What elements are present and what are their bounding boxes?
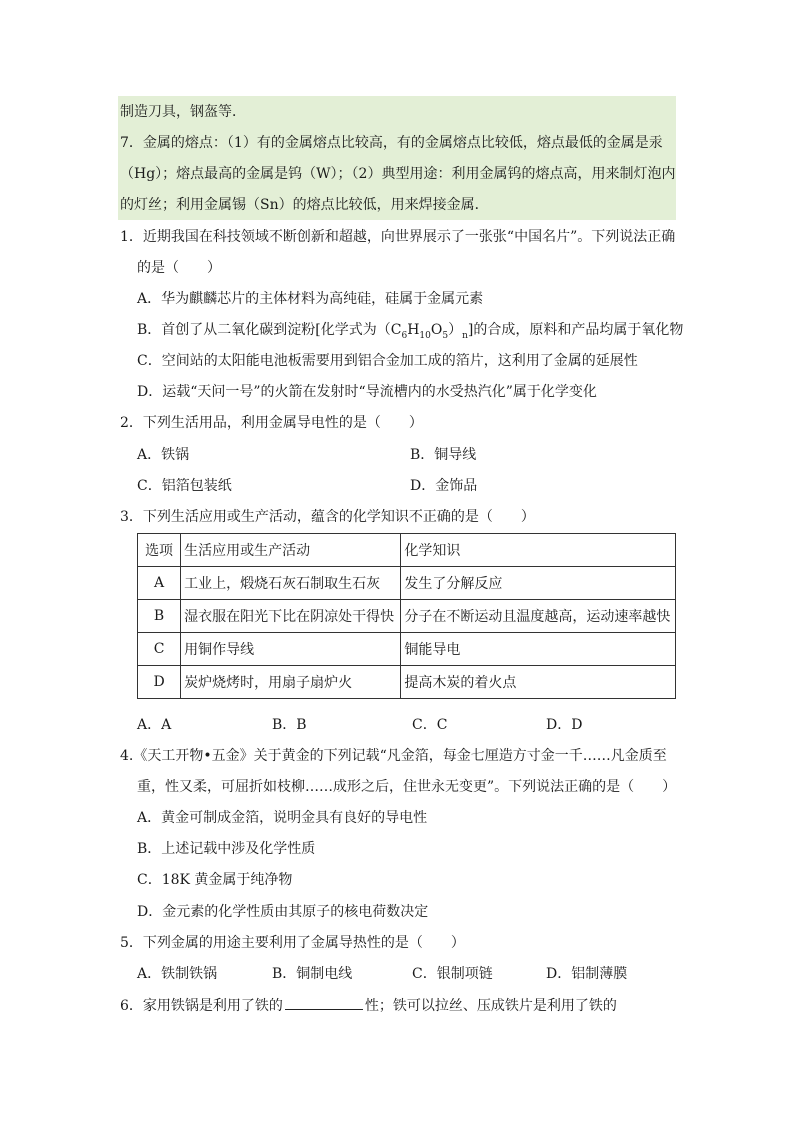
q1-stem-line1: 1．近期我国在科技领域不断创新和超越，向世界展示了一张张“中国名片”。下列说法正确 [120, 229, 676, 245]
q5-option-c: C．银制项链 [412, 966, 493, 982]
table-cell: 工业上，煅烧石灰石制取生石灰 [181, 567, 401, 600]
q1-option-c: C．空间站的太阳能电池板需要用到铝合金加工成的箔片，这利用了金属的延展性 [137, 353, 638, 369]
table-row [138, 666, 676, 699]
q5-option-b: B．铜制电线 [272, 966, 353, 982]
table-row [138, 633, 676, 666]
q2-option-d: D．金饰品 [410, 478, 478, 494]
q5-option-a: A．铁制铁锅 [137, 966, 218, 982]
q5-options-row [137, 964, 677, 984]
q1-option-d: D．运载“天问一号”的火箭在发射时“导流槽内的水受热汽化”属于化学变化 [137, 384, 597, 400]
table-cell: 发生了分解反应 [401, 567, 676, 600]
table-cell: C [138, 633, 181, 666]
q3-table [137, 533, 676, 699]
q4-option-a: A．黄金可制成金箔，说明金具有良好的导电性 [137, 810, 428, 826]
table-header-row [138, 534, 676, 567]
table-cell: 提高木炭的着火点 [401, 666, 676, 699]
q4-option-b: B．上述记载中涉及化学性质 [137, 841, 316, 857]
q4-stem-line1: 4.《天工开物•五金》关于黄金的下列记载“凡金箔，每金七厘造方寸金一千……凡金质至 [120, 748, 667, 764]
q1-stem-line2: 的是（ ） [137, 260, 221, 276]
notes-line-2: 7．金属的熔点：（1）有的金属熔点比较高，有的金属熔点比较低，熔点最低的金属是汞 [120, 135, 663, 151]
q2-option-b: B．铜导线 [410, 447, 477, 463]
notes-line-3: （Hg）；熔点最高的金属是钨（W）；（2）典型用途：利用金属钨的熔点高，用来制灯泡内 [120, 166, 676, 182]
q2-options-row2 [137, 476, 677, 496]
q3-option-a: A．A [137, 717, 172, 733]
table-header-cell: 生活应用或生产活动 [181, 534, 401, 567]
table-cell: 用铜作导线 [181, 633, 401, 666]
q5-stem: 5．下列金属的用途主要利用了金属导热性的是（ ） [120, 935, 465, 951]
table-cell: D [138, 666, 181, 699]
q2-option-a: A．铁锅 [137, 447, 190, 463]
table-header-cell: 化学知识 [401, 534, 676, 567]
q1-option-b: B．首创了从二氧化碳到淀粉[化学式为$(C_6H_{10}O_5)_n$]的合成，原料和产品均属于氧化物 [137, 322, 684, 341]
table-cell: A [138, 567, 181, 600]
notes-line-1: 制造刀具，钢盔等． [120, 104, 246, 120]
table-cell: 炭炉烧烤时，用扇子扇炉火 [181, 666, 401, 699]
q3-options-row [137, 715, 677, 735]
table-row [138, 567, 676, 600]
q1-option-a: A．华为麒麟芯片的主体材料为高纯硅，硅属于金属元素 [137, 291, 484, 307]
q5-option-d: D．铝制薄膜 [546, 966, 628, 982]
notes-line-4: 的灯丝；利用金属锡（Sn）的熔点比较低，用来焊接金属． [120, 197, 489, 213]
table-cell: 铜能导电 [401, 633, 676, 666]
q4-stem-line2: 重，性又柔，可屈折如枝柳……成形之后，住世永无变更”。下列说法正确的是（ ） [137, 779, 677, 795]
table-cell: 湿衣服在阳光下比在阴凉处干得快 [181, 600, 401, 633]
table-header-cell: 选项 [138, 534, 181, 567]
table-cell: 分子在不断运动且温度越高，运动速率越快 [401, 600, 676, 633]
table-row [138, 600, 676, 633]
q2-stem: 2．下列生活用品，利用金属导电性的是（ ） [120, 415, 423, 431]
q4-option-d: D．金元素的化学性质由其原子的核电荷数决定 [137, 904, 429, 920]
table-cell: B [138, 600, 181, 633]
q3-option-d: D．D [546, 717, 583, 733]
q2-options-row1 [137, 445, 677, 465]
q3-option-b: B．B [272, 717, 307, 733]
q6-stem: 6．家用铁锅是利用了铁的 性；铁可以拉丝、压成铁片是利用了铁的 [120, 995, 617, 1016]
q3-stem: 3．下列生活应用或生产活动，蕴含的化学知识不正确的是（ ） [120, 509, 535, 525]
q2-option-c: C．铝箔包装纸 [137, 478, 232, 494]
q3-option-c: C．C [412, 717, 448, 733]
answer-blank[interactable] [285, 995, 363, 1010]
q4-option-c: C．18K 黄金属于纯净物 [137, 872, 293, 888]
